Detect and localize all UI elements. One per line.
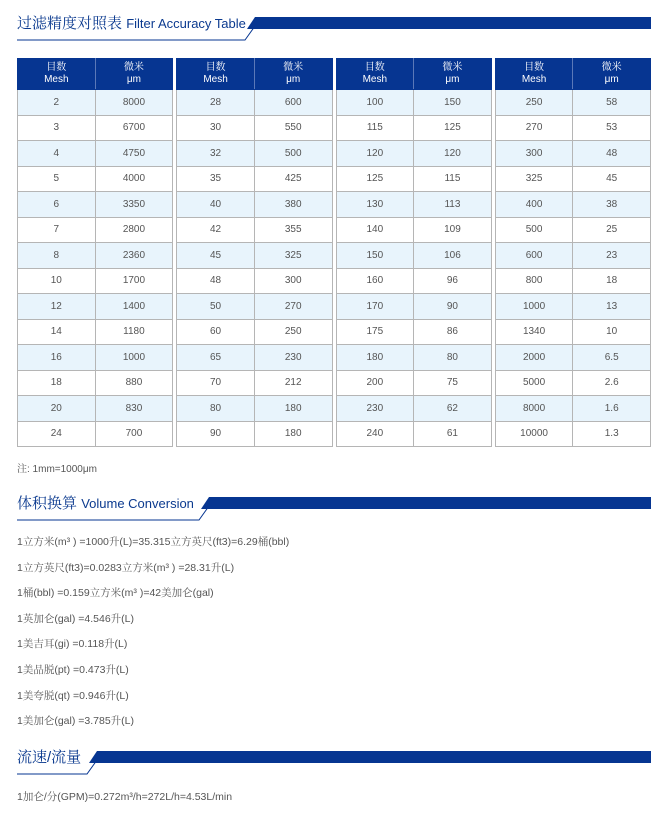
table-row bbox=[336, 192, 491, 218]
table-row bbox=[177, 268, 332, 294]
header-mesh: 目数 Mesh bbox=[336, 59, 414, 90]
conversion-line: 1立方英尺(ft3)=0.0283立方米(m³ ) =28.31升(L) bbox=[17, 561, 235, 574]
conversion-line: 1美吉耳(gi) =0.118升(L) bbox=[17, 638, 128, 651]
mesh-cell: 8000 bbox=[495, 396, 573, 422]
mesh-cell: 14 bbox=[18, 319, 96, 345]
micron-cell: 86 bbox=[414, 319, 492, 345]
micron-cell: 120 bbox=[414, 141, 492, 167]
mesh-cell: 7 bbox=[18, 217, 96, 243]
mesh-cell: 175 bbox=[336, 319, 414, 345]
mesh-cell: 65 bbox=[177, 345, 255, 371]
micron-cell: 180 bbox=[254, 396, 332, 422]
table-row bbox=[177, 396, 332, 422]
table-row bbox=[495, 396, 650, 422]
mesh-cell: 10000 bbox=[495, 421, 573, 447]
micron-cell: 230 bbox=[254, 345, 332, 371]
table-row bbox=[177, 243, 332, 269]
micron-cell: 13 bbox=[573, 294, 651, 320]
mesh-cell: 12 bbox=[18, 294, 96, 320]
table-row bbox=[177, 90, 332, 116]
micron-cell: 1000 bbox=[95, 345, 173, 371]
conversion-line: 1美加仑(gal) =3.785升(L) bbox=[17, 715, 135, 728]
mesh-cell: 120 bbox=[336, 141, 414, 167]
header-micron: 微米 μm bbox=[414, 59, 492, 90]
volume-conversion-list bbox=[17, 530, 289, 735]
mesh-cell: 170 bbox=[336, 294, 414, 320]
micron-cell: 550 bbox=[254, 115, 332, 141]
flow-conversion-list bbox=[17, 785, 232, 811]
table-row bbox=[336, 396, 491, 422]
micron-cell: 2.6 bbox=[573, 370, 651, 396]
section-title: 流速/流量 bbox=[17, 749, 82, 766]
table-row bbox=[336, 294, 491, 320]
table-row bbox=[18, 294, 173, 320]
table-row bbox=[495, 141, 650, 167]
micron-cell: 10 bbox=[573, 319, 651, 345]
table-row bbox=[177, 192, 332, 218]
micron-cell: 23 bbox=[573, 243, 651, 269]
table-row bbox=[18, 243, 173, 269]
mesh-cell: 230 bbox=[336, 396, 414, 422]
mesh-cell: 100 bbox=[336, 90, 414, 116]
table-row bbox=[495, 90, 650, 116]
header-mesh: 目数 Mesh bbox=[177, 59, 255, 90]
table-row bbox=[336, 345, 491, 371]
mesh-table-1 bbox=[17, 58, 173, 447]
table-row bbox=[495, 115, 650, 141]
micron-cell: 38 bbox=[573, 192, 651, 218]
table-row bbox=[336, 243, 491, 269]
mesh-cell: 270 bbox=[495, 115, 573, 141]
micron-cell: 61 bbox=[414, 421, 492, 447]
micron-cell: 2360 bbox=[95, 243, 173, 269]
mesh-cell: 125 bbox=[336, 166, 414, 192]
table-row bbox=[18, 268, 173, 294]
micron-cell: 212 bbox=[254, 370, 332, 396]
micron-cell: 109 bbox=[414, 217, 492, 243]
table-row bbox=[177, 141, 332, 167]
mesh-cell: 240 bbox=[336, 421, 414, 447]
table-row bbox=[495, 319, 650, 345]
mesh-cell: 24 bbox=[18, 421, 96, 447]
mesh-cell: 18 bbox=[18, 370, 96, 396]
micron-cell: 75 bbox=[414, 370, 492, 396]
micron-cell: 1.3 bbox=[573, 421, 651, 447]
micron-cell: 115 bbox=[414, 166, 492, 192]
table-row bbox=[177, 345, 332, 371]
table-row bbox=[336, 90, 491, 116]
unit-note: 注: 1mm=1000μm bbox=[17, 464, 97, 475]
table-row bbox=[336, 166, 491, 192]
table-row bbox=[495, 294, 650, 320]
mesh-cell: 20 bbox=[18, 396, 96, 422]
mesh-cell: 8 bbox=[18, 243, 96, 269]
micron-cell: 80 bbox=[414, 345, 492, 371]
mesh-cell: 42 bbox=[177, 217, 255, 243]
conversion-line: 1美夸脱(qt) =0.946升(L) bbox=[17, 689, 129, 702]
header-micron: 微米 μm bbox=[95, 59, 173, 90]
micron-cell: 106 bbox=[414, 243, 492, 269]
micron-cell: 300 bbox=[254, 268, 332, 294]
mesh-cell: 400 bbox=[495, 192, 573, 218]
table-row bbox=[177, 166, 332, 192]
conversion-line: 1桶(bbl) =0.159立方米(m³ )=42美加仑(gal) bbox=[17, 587, 214, 600]
micron-cell: 6.5 bbox=[573, 345, 651, 371]
micron-cell: 48 bbox=[573, 141, 651, 167]
micron-cell: 4750 bbox=[95, 141, 173, 167]
mesh-cell: 5000 bbox=[495, 370, 573, 396]
table-row bbox=[18, 217, 173, 243]
mesh-cell: 140 bbox=[336, 217, 414, 243]
table-row bbox=[177, 217, 332, 243]
table-header-row bbox=[18, 59, 173, 90]
micron-cell: 90 bbox=[414, 294, 492, 320]
filter-accuracy-tables bbox=[17, 58, 651, 447]
table-row bbox=[177, 294, 332, 320]
table-row bbox=[495, 166, 650, 192]
conversion-line: 1美品脱(pt) =0.473升(L) bbox=[17, 663, 129, 676]
section-header-flow-rate bbox=[17, 748, 651, 778]
mesh-cell: 50 bbox=[177, 294, 255, 320]
micron-cell: 6700 bbox=[95, 115, 173, 141]
section-header-decoration bbox=[17, 748, 651, 778]
micron-cell: 18 bbox=[573, 268, 651, 294]
mesh-cell: 48 bbox=[177, 268, 255, 294]
section-title: 体积换算 Volume Conversion bbox=[17, 495, 194, 512]
table-row bbox=[18, 370, 173, 396]
micron-cell: 1180 bbox=[95, 319, 173, 345]
table-row bbox=[18, 319, 173, 345]
micron-cell: 180 bbox=[254, 421, 332, 447]
mesh-table-2 bbox=[176, 58, 332, 447]
micron-cell: 380 bbox=[254, 192, 332, 218]
micron-cell: 4000 bbox=[95, 166, 173, 192]
table-row bbox=[495, 370, 650, 396]
table-header-row bbox=[336, 59, 491, 90]
micron-cell: 113 bbox=[414, 192, 492, 218]
table-row bbox=[18, 166, 173, 192]
table-row bbox=[336, 217, 491, 243]
mesh-cell: 60 bbox=[177, 319, 255, 345]
mesh-cell: 90 bbox=[177, 421, 255, 447]
mesh-cell: 1340 bbox=[495, 319, 573, 345]
mesh-cell: 150 bbox=[336, 243, 414, 269]
mesh-cell: 180 bbox=[336, 345, 414, 371]
mesh-cell: 130 bbox=[336, 192, 414, 218]
mesh-cell: 600 bbox=[495, 243, 573, 269]
micron-cell: 25 bbox=[573, 217, 651, 243]
table-row bbox=[495, 217, 650, 243]
table-row bbox=[18, 345, 173, 371]
header-micron: 微米 μm bbox=[254, 59, 332, 90]
mesh-cell: 800 bbox=[495, 268, 573, 294]
micron-cell: 355 bbox=[254, 217, 332, 243]
micron-cell: 58 bbox=[573, 90, 651, 116]
header-mesh: 目数 Mesh bbox=[495, 59, 573, 90]
mesh-cell: 16 bbox=[18, 345, 96, 371]
mesh-cell: 35 bbox=[177, 166, 255, 192]
micron-cell: 3350 bbox=[95, 192, 173, 218]
mesh-cell: 300 bbox=[495, 141, 573, 167]
mesh-cell: 32 bbox=[177, 141, 255, 167]
table-row bbox=[495, 345, 650, 371]
mesh-cell: 1000 bbox=[495, 294, 573, 320]
mesh-cell: 5 bbox=[18, 166, 96, 192]
table-header-row bbox=[177, 59, 332, 90]
micron-cell: 45 bbox=[573, 166, 651, 192]
micron-cell: 325 bbox=[254, 243, 332, 269]
mesh-cell: 115 bbox=[336, 115, 414, 141]
micron-cell: 8000 bbox=[95, 90, 173, 116]
micron-cell: 500 bbox=[254, 141, 332, 167]
mesh-cell: 80 bbox=[177, 396, 255, 422]
mesh-table-4 bbox=[495, 58, 651, 447]
table-row bbox=[18, 141, 173, 167]
table-row bbox=[336, 370, 491, 396]
table-row bbox=[18, 396, 173, 422]
table-row bbox=[177, 115, 332, 141]
mesh-cell: 30 bbox=[177, 115, 255, 141]
mesh-cell: 160 bbox=[336, 268, 414, 294]
micron-cell: 125 bbox=[414, 115, 492, 141]
micron-cell: 700 bbox=[95, 421, 173, 447]
mesh-table-3 bbox=[336, 58, 492, 447]
table-row bbox=[336, 319, 491, 345]
mesh-cell: 45 bbox=[177, 243, 255, 269]
mesh-cell: 200 bbox=[336, 370, 414, 396]
header-micron: 微米 μm bbox=[573, 59, 651, 90]
micron-cell: 1700 bbox=[95, 268, 173, 294]
micron-cell: 2800 bbox=[95, 217, 173, 243]
mesh-cell: 4 bbox=[18, 141, 96, 167]
conversion-line: 1立方米(m³ ) =1000升(L)=35.315立方英尺(ft3)=6.29桶(bbl) bbox=[17, 536, 290, 548]
section-header-volume-conversion bbox=[17, 494, 651, 524]
table-row bbox=[18, 90, 173, 116]
header-mesh: 目数 Mesh bbox=[18, 59, 96, 90]
table-row bbox=[336, 115, 491, 141]
micron-cell: 425 bbox=[254, 166, 332, 192]
micron-cell: 150 bbox=[414, 90, 492, 116]
micron-cell: 1.6 bbox=[573, 396, 651, 422]
table-row bbox=[177, 319, 332, 345]
section-header-filter-accuracy bbox=[17, 14, 651, 44]
mesh-cell: 70 bbox=[177, 370, 255, 396]
mesh-cell: 10 bbox=[18, 268, 96, 294]
table-row bbox=[336, 268, 491, 294]
table-row bbox=[177, 421, 332, 447]
table-row bbox=[18, 421, 173, 447]
micron-cell: 880 bbox=[95, 370, 173, 396]
table-row bbox=[495, 268, 650, 294]
table-row bbox=[495, 421, 650, 447]
table-row bbox=[18, 192, 173, 218]
mesh-cell: 250 bbox=[495, 90, 573, 116]
micron-cell: 600 bbox=[254, 90, 332, 116]
mesh-cell: 3 bbox=[18, 115, 96, 141]
table-row bbox=[336, 141, 491, 167]
conversion-line: 1英加仑(gal) =4.546升(L) bbox=[17, 612, 135, 625]
table-row bbox=[336, 421, 491, 447]
mesh-cell: 2000 bbox=[495, 345, 573, 371]
micron-cell: 96 bbox=[414, 268, 492, 294]
micron-cell: 250 bbox=[254, 319, 332, 345]
micron-cell: 830 bbox=[95, 396, 173, 422]
micron-cell: 1400 bbox=[95, 294, 173, 320]
mesh-cell: 2 bbox=[18, 90, 96, 116]
mesh-cell: 500 bbox=[495, 217, 573, 243]
table-row bbox=[18, 115, 173, 141]
mesh-cell: 6 bbox=[18, 192, 96, 218]
micron-cell: 270 bbox=[254, 294, 332, 320]
conversion-line: 1加仑/分(GPM)=0.272m³/h=272L/h=4.53L/min bbox=[17, 791, 233, 803]
table-header-row bbox=[495, 59, 650, 90]
table-row bbox=[495, 243, 650, 269]
mesh-cell: 28 bbox=[177, 90, 255, 116]
table-row bbox=[177, 370, 332, 396]
section-title: 过滤精度对照表 Filter Accuracy Table bbox=[17, 15, 246, 32]
micron-cell: 53 bbox=[573, 115, 651, 141]
mesh-cell: 325 bbox=[495, 166, 573, 192]
micron-cell: 62 bbox=[414, 396, 492, 422]
mesh-cell: 40 bbox=[177, 192, 255, 218]
table-row bbox=[495, 192, 650, 218]
